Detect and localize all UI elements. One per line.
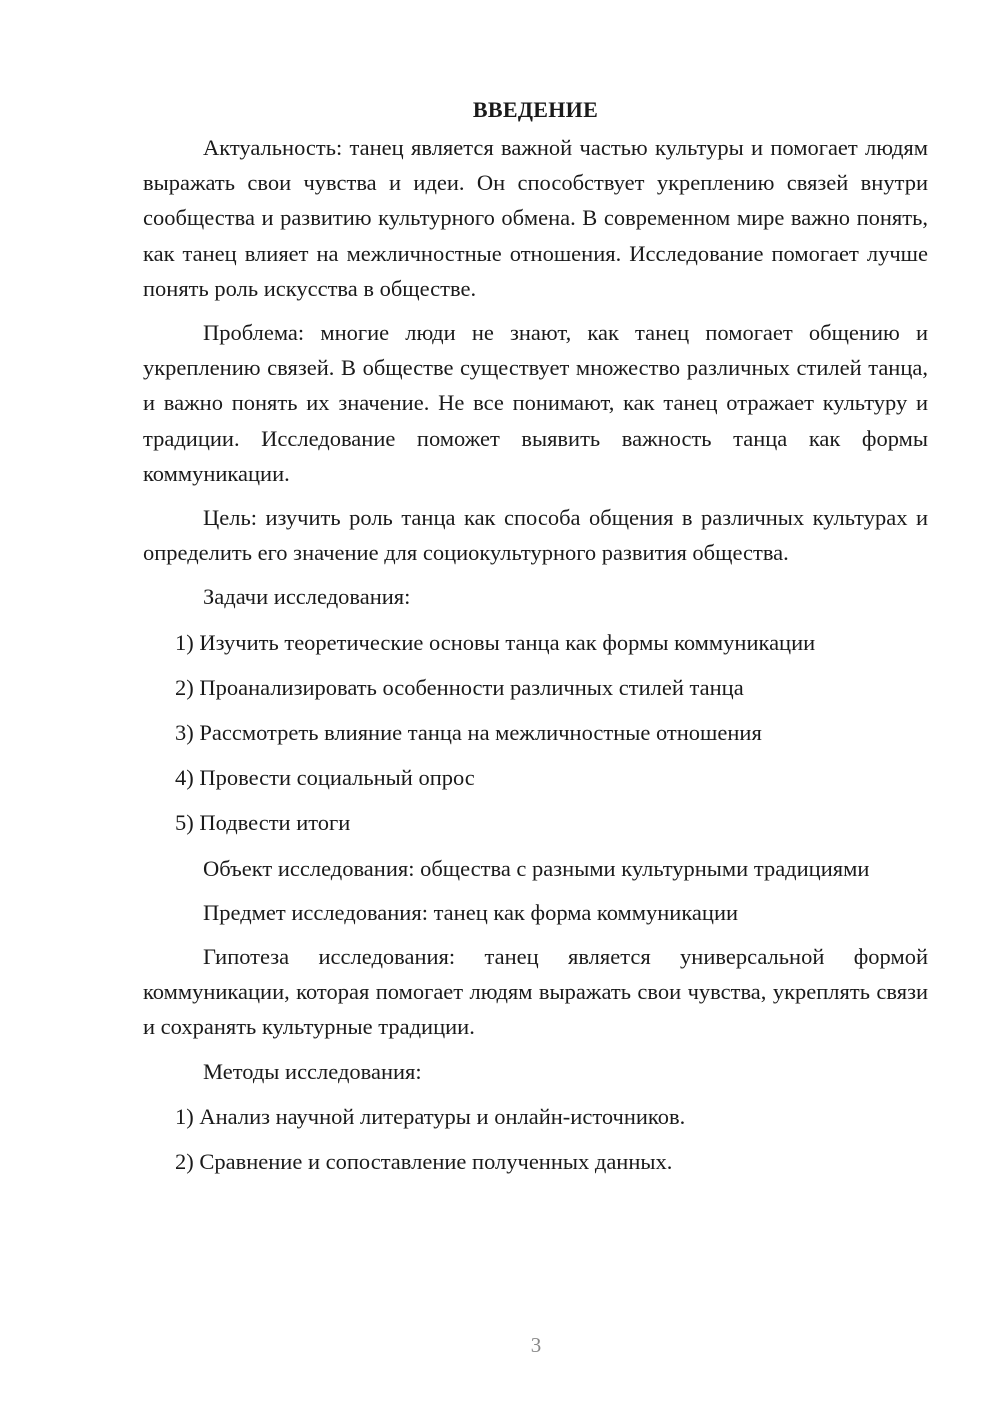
list-item: 5) Подвести итоги bbox=[175, 810, 351, 836]
list-item: 4) Провести социальный опрос bbox=[175, 765, 475, 791]
list-item: 1) Изучить теоретические основы танца как формы коммуникации bbox=[175, 629, 816, 655]
relevance-paragraph: Актуальность: танец является важной частью культуры и помогает людям выражать свои чувства и идеи. Он способствует укреплению связей внутри сообщества и развитию культурного обмена. В современном мире важно понять, как танец влияет на межличностные отношения. Исследование помогает лучше понять роль искусства в обществе. bbox=[143, 135, 928, 301]
goal-paragraph: Цель: изучить роль танца как способа общения в различных культурах и определить его значение для социокультурного развития общества. bbox=[143, 505, 928, 566]
subject-paragraph: Предмет исследования: танец как форма коммуникации bbox=[203, 899, 739, 925]
tasks-list bbox=[143, 625, 928, 841]
tasks-heading: Задачи исследования: bbox=[203, 584, 411, 610]
problem-paragraph: Проблема: многие люди не знают, как танец помогает общению и укреплению связей. В обществе существует множество различных стилей танца, и важно понять их значение. Не все понимают, как танец отражает культуру и традиции. Исследование поможет выявить важность танца как формы коммуникации. bbox=[143, 320, 928, 486]
methods-list bbox=[143, 1099, 928, 1179]
list-item: 2) Сравнение и сопоставление полученных данных. bbox=[175, 1149, 673, 1175]
object-paragraph: Объект исследования: общества с разными культурными традициями bbox=[203, 855, 870, 881]
methods-heading: Методы исследования: bbox=[203, 1058, 422, 1084]
list-item: 2) Проанализировать особенности различных стилей танца bbox=[175, 674, 744, 700]
list-item: 3) Рассмотреть влияние танца на межличностные отношения bbox=[175, 720, 762, 746]
list-item: 1) Анализ научной литературы и онлайн-источников. bbox=[175, 1103, 686, 1129]
document-page bbox=[143, 92, 928, 1189]
page-title: ВВЕДЕНИЕ bbox=[472, 97, 599, 122]
hypothesis-paragraph: Гипотеза исследования: танец является универсальной формой коммуникации, которая помогает людям выражать свои чувства, укреплять связи и сохранять культурные традиции. bbox=[143, 944, 928, 1040]
page-number: 3 bbox=[530, 1333, 542, 1357]
